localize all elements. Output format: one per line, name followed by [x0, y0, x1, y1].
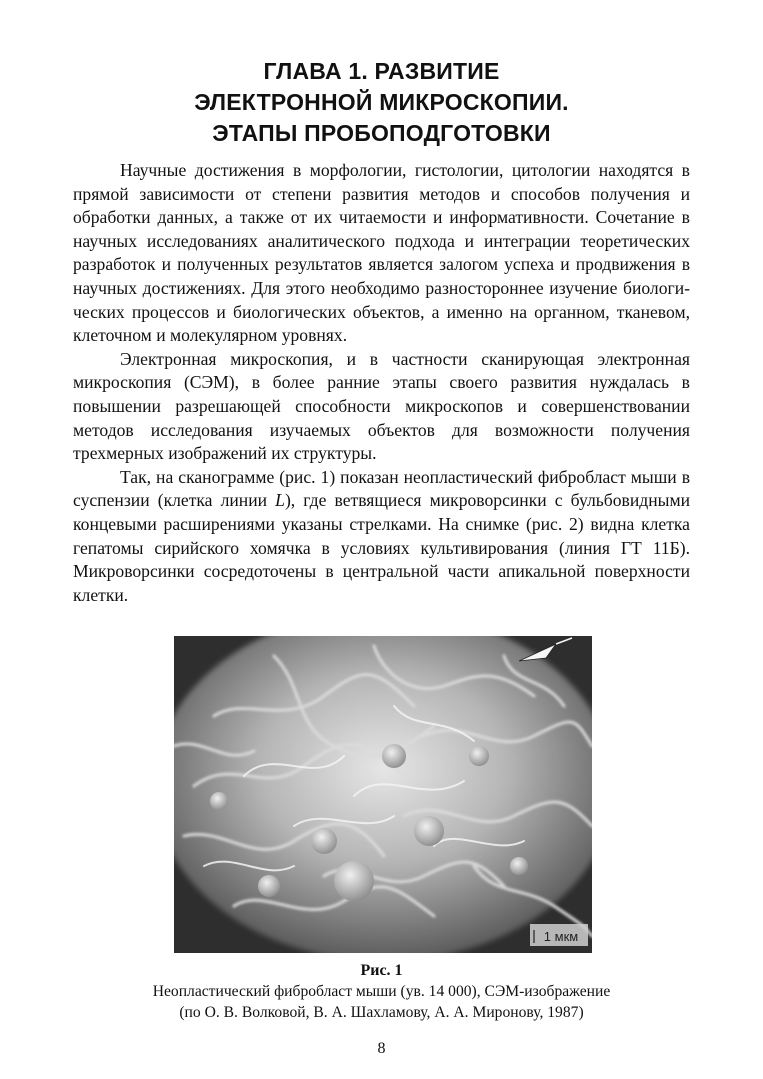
- paragraph-3-text-b: ), где ветвящиеся микроворсинки с бульбовидными концевыми расширениями указаны стрелками. На снимке (рис. 2) видна клетка гепатомы сирийского хомячка в условиях культивирования (линия ГТ 11Б). Микроворсинки сосредоточены в центральной части апикальной поверхности клетки.: [73, 490, 691, 605]
- body-text: [73, 159, 690, 607]
- figure-caption-line-2: (по О. В. Волковой, В. А. Шахламову, А. А. Миронову, 1987): [179, 1004, 584, 1021]
- chapter-title-line-2: ЭЛЕКТРОННОЙ МИКРОСКОПИИ.: [194, 89, 569, 115]
- page-number: 8: [377, 1040, 386, 1057]
- paragraph-3: [73, 466, 690, 608]
- figure-caption: [60, 981, 703, 1023]
- sem-micrograph: [174, 636, 592, 953]
- figure-caption-line-1: Неопластический фибробласт мыши (ув. 14 000), СЭМ-изображение: [152, 983, 611, 1000]
- figure-label: Рис. 1: [360, 962, 403, 979]
- chapter-title: [60, 56, 703, 149]
- paragraph-1: Научные достижения в морфологии, гистологии, цитологии находятся в прямой зависимости от степени развития методов и способов получения и обработки данных, а также от их читаемости и информативности. Сочетание в научных исследованиях аналитического подхода и интеграции теоретических разработок и полученных результатов является залогом успеха и продвижения в научных достижениях. Для этого необходимо разностороннее изучение биологических процессов и биологических объектов, а именно на органном, тканевом, клеточном и молекулярном уровнях.: [73, 160, 690, 346]
- paragraph-3-text-a: Так, на сканограмме (рис. 1) показан неопластический фибробласт мыши в суспензии (клетка линии: [73, 466, 690, 511]
- paragraph-2: Электронная микроскопия, и в частности сканирующая электронная микроскопия (СЭМ), в более ранние этапы своего развития нуждалась в повышении разрешающей способности микроскопов и совершенствовании методов исследования изучаемых объектов для возможности получения трехмерных изображений их структуры.: [73, 348, 690, 464]
- chapter-title-line-1: ГЛАВА 1. РАЗВИТИЕ: [263, 58, 500, 84]
- cell-line-italic: L: [275, 490, 285, 511]
- sem-micrograph-image: [174, 636, 592, 953]
- chapter-title-line-3: ЭТАПЫ ПРОБОПОДГОТОВКИ: [212, 120, 551, 146]
- scale-bar-label: 1 мкм: [543, 929, 579, 944]
